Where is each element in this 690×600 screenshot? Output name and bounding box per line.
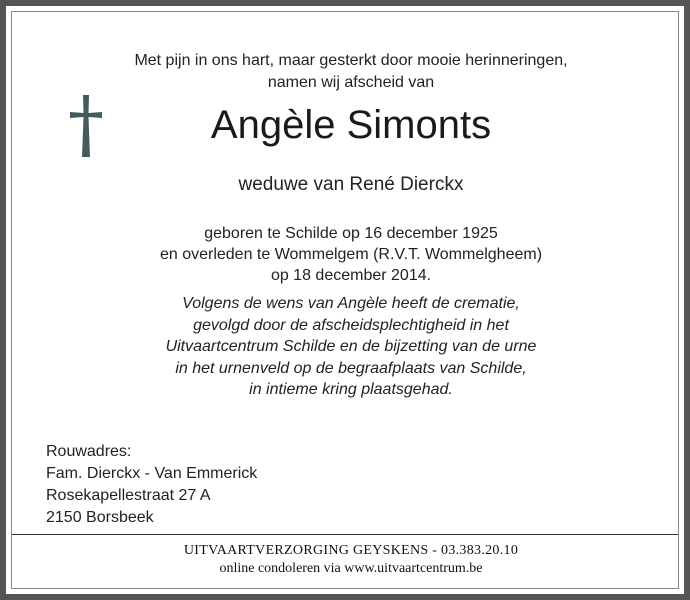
wish-line-2: gevolgd door de afscheidsplechtigheid in het xyxy=(193,316,509,334)
dates-line-1: geboren te Schilde op 16 december 1925 xyxy=(204,225,498,242)
wish-line-4: in het urnenveld op de begraafplaats van Schilde, xyxy=(175,359,527,377)
mourning-address xyxy=(46,441,257,529)
wish-line-5: in intieme kring plaatsgehad. xyxy=(249,381,453,398)
address-label: Rouwadres: xyxy=(46,443,132,460)
funeral-wish-text xyxy=(46,293,656,401)
address-line-1: Fam. Dierckx - Van Emmerick xyxy=(46,465,258,482)
wish-line-3: Uitvaartcentrum Schilde en de bijzetting van de urne xyxy=(165,338,537,355)
dates-line-2: en overleden te Wommelgem (R.V.T. Wommelgheem) xyxy=(159,246,543,263)
address-line-2: Rosekapellestraat 27 A xyxy=(46,487,211,504)
birth-death-text xyxy=(46,223,656,286)
dates-line-3: op 18 december 2014. xyxy=(270,267,432,284)
footer-line-1: UITVAARTVERZORGING GEYSKENS - 03.383.20.10 xyxy=(183,543,519,558)
funeral-home-footer xyxy=(6,542,690,578)
intro-line-1: Met pijn in ons hart, maar gesterkt door mooie herinneringen, xyxy=(134,52,568,69)
relation-text: weduwe van René Dierckx xyxy=(238,174,464,195)
footer-line-2: online condoleren via www.uitvaartcentrum.be xyxy=(219,561,483,576)
footer-divider xyxy=(12,534,678,535)
intro-line-2: namen wij afscheid van xyxy=(267,74,435,91)
wish-line-1: Volgens de wens van Angèle heeft de crematie, xyxy=(182,295,520,312)
deceased-name: Angèle Simonts xyxy=(210,103,492,147)
address-line-3: 2150 Borsbeek xyxy=(46,509,154,526)
intro-text xyxy=(66,50,636,94)
